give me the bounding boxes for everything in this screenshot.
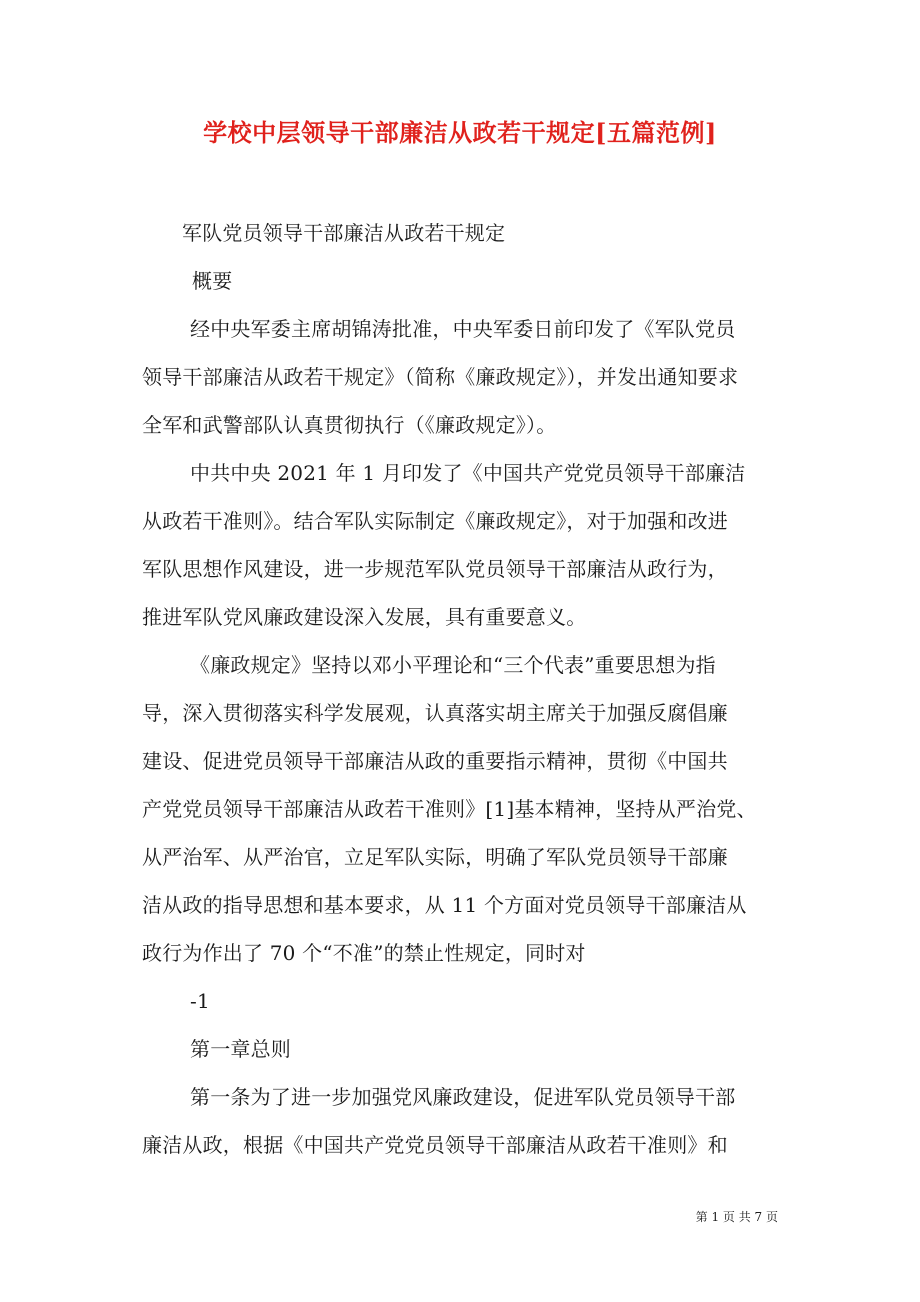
paragraph-2-line-1: 中共中央 2021 年 1 月印发了《中国共产党党员领导干部廉洁	[190, 461, 746, 485]
document-title: 学校中层领导干部廉洁从政若干规定[五篇范例]	[203, 118, 717, 147]
chapter-heading: 第一章总则	[190, 1037, 291, 1061]
paragraph-1-line-1: 经中央军委主席胡锦涛批准，中央军委日前印发了《军队党员	[190, 317, 736, 341]
paragraph-3-line-6: 洁从政的指导思想和基本要求，从 11 个方面对党员领导干部廉洁从	[142, 893, 747, 917]
paragraph-3-line-5: 从严治军、从严治官，立足军队实际，明确了军队党员领导干部廉	[142, 845, 728, 869]
paragraph-3-line-2: 导，深入贯彻落实科学发展观，认真落实胡主席关于加强反腐倡廉	[142, 701, 728, 725]
paragraph-3-line-3: 建设、促进党员领导干部廉洁从政的重要指示精神，贯彻《中国共	[142, 749, 728, 773]
paragraph-3-line-7: 政行为作出了 70 个“不准”的禁止性规定，同时对	[142, 941, 586, 965]
page-marker: -1	[190, 989, 210, 1013]
article-line-1: 第一条为了进一步加强党风廉政建设，促进军队党员领导干部	[190, 1085, 736, 1109]
paragraph-2-line-3: 军队思想作风建设，进一步规范军队党员领导干部廉洁从政行为，	[142, 557, 728, 581]
paragraph-3-line-4: 产党党员领导干部廉洁从政若干准则》[1]基本精神，坚持从严治党、	[142, 797, 757, 821]
paragraph-1-line-3: 全军和武警部队认真贯彻执行（《廉政规定》）。	[142, 413, 557, 437]
article-line-2: 廉洁从政，根据《中国共产党党员领导干部廉洁从政若干准则》和	[142, 1133, 728, 1157]
summary-heading: 概要	[192, 269, 233, 293]
paragraph-2-line-4: 推进军队党风廉政建设深入发展，具有重要意义。	[142, 605, 587, 629]
paragraph-3-line-1: 《廉政规定》坚持以邓小平理论和“三个代表”重要思想为指	[190, 653, 716, 677]
page-footer: 第 1 页 共 7 页	[695, 1210, 778, 1224]
subtitle: 军队党员领导干部廉洁从政若干规定	[182, 221, 506, 245]
paragraph-2-line-2: 从政若干准则》。结合军队实际制定《廉政规定》，对于加强和改进	[142, 509, 728, 533]
paragraph-1-line-2: 领导干部廉洁从政若干规定》（简称《廉政规定》），并发出通知要求	[142, 365, 739, 389]
